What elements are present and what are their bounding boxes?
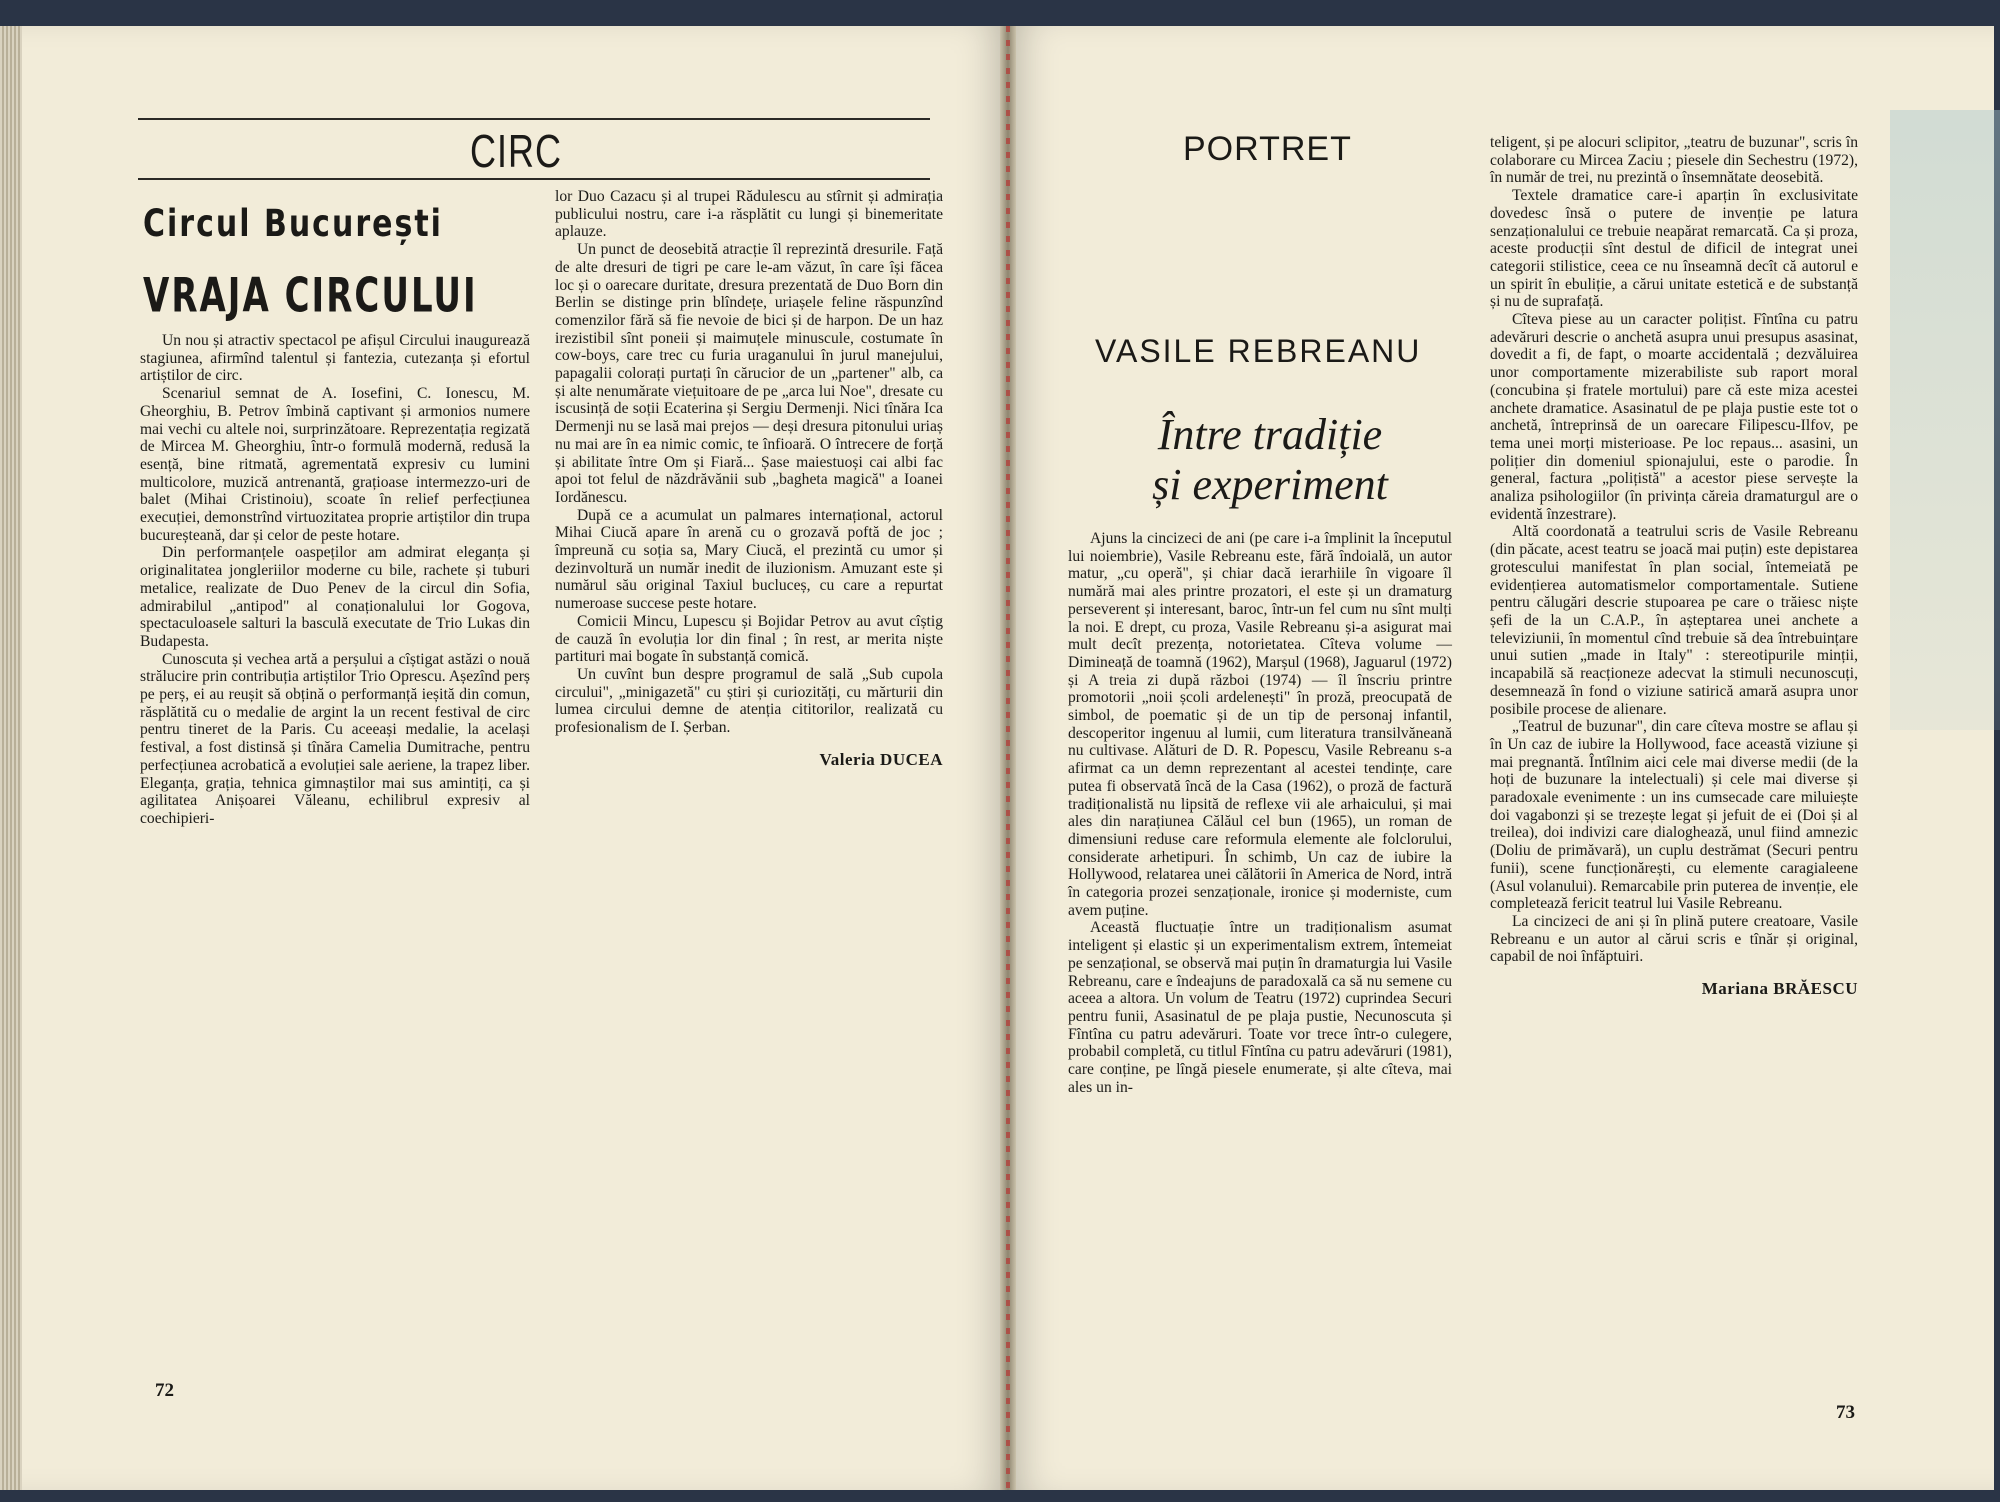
paragraph: Scenariul semnat de A. Iosefini, C. Ionescu, M. Gheorghiu, B. Petrov îmbină captivant și armonios numere mai vechi cu altele noi, surprinzătoare. Reprezentația regizată de Mircea M. Gheorghiu, într-o formulă modernă, redusă la esență, bine ritmată, agrementată expresiv cu lumini multicolore, muzică antrenantă, grațioase intermezzo-uri de balet (Mihai Cristinoiu), scoate în relief perfecțiunea execuției, demonstrînd virtuozitatea proprie artiștilor din trupa bucureșteană, dar și celor de peste hotare. [140, 385, 530, 544]
paragraph: Ajuns la cincizeci de ani (pe care i-a împlinit la începutul lui noiembrie), Vasile Rebreanu este, fără îndoială, un autor matur, „cu operă", și chiar dacă ierarhiile în vigoare îl numără mai ales printre prozatori, el este și un dramaturg perseverent și interesant, baroc, într-un fel cum nu sînt mulți la noi. E drept, cu proza, Vasile Rebreanu și-a asigurat mai mult decît prezența, notorietatea. Cîteva volume — Dimineață de toamnă (1962), Marșul (1968), Jaguarul (1972) și A treia zi după război (1974) — îl înscriu printre promotorii „noii școli ardelenești" în proză, preocupată de simbol, de poematic și de un tip de personaj infantil, descoperitor ingenuu al lumii, cum literatura transilvăneană nu cultivase. Alături de D. R. Popescu, Vasile Rebreanu s-a afirmat ca un demn reprezentant al acestei tendințe, care putea fi observată încă de la Casa (1962), o proză de factură tradiționalistă nu lipsită de reflexe vii ale arhaicului, și mai ales din narațiunea Călăul cel bun (1965), un roman de dimensiuni reduse care reformula elemente ale folclorului, considerate arhetipuri. În schimb, Un caz de iubire la Hollywood, relatarea unei călătorii în America de Nord, intră în categoria prozei senzaționale, ironice și moderniste, cum avem puține. [1068, 530, 1452, 919]
section-title-circ: CIRC [470, 124, 562, 178]
paragraph: Comicii Mincu, Lupescu și Bojidar Petrov au avut cîștig de cauză în evoluția lor din final ; în rest, ar merita niște partituri mai bogate în substanță comică. [555, 612, 943, 666]
paragraph: Din performanțele oaspeților am admirat eleganța și originalitatea jongleriilor moderne cu bile, rachete și tuburi metalice, realizate de Duo Penev de la circul din Sofia, admirabilul „antipod" al conaționalului lor Gogova, spectaculoasele salturi la basculă executate de Trio Lukas din Budapesta. [140, 544, 530, 650]
page-edges [0, 26, 22, 1490]
paragraph: Altă coordonată a teatrului scris de Vasile Rebreanu (din păcate, acest teatru se joacă mai puțin) este depistarea grotescului manifestat în plan social, întemeiată pe evidențierea automatismelor comportamentale. Sutiene pentru călugări descrie stupoarea pe care o trăiesc niște șefi de la un C.A.P., în așteptarea unei anchete a televiziunii, în momentul cînd trebuie să dea întrebuințare unui sutien „made in Italy" : stereotipurile minții, incapabilă să reacționeze adecvat la stimuli necunoscuți, desemnează în fond o viziune satirică amară asupra unor posibile procese de alienare. [1490, 523, 1858, 718]
paragraph: Un cuvînt bun despre programul de sală „Sub cupola circului", „minigazetă" cu știri și curiozități, cu mărturii din lumea circului demne de atenția cititorilor, realizată cu profesionalism de I. Șerban. [555, 665, 943, 737]
article-author: Valeria DUCEA [819, 749, 943, 769]
paragraph: Această fluctuație între un tradiționalism asumat inteligent și elastic și un experimentalism extrem, întemeiat pe senzațional, se observă mai puțin în dramaturgia lui Vasile Rebreanu, care e îndeajuns de paradoxală ca să nu semene cu aceea a altora. Un volum de Teatru (1972) cuprindea Securi pentru funii, Asasinatul de pe plaja pustie, Necunoscuta și Fîntîna cu patru adevăruri. Toate vor trece într-o culegere, probabil completă, cu titlul Fîntîna cu patru adevăruri (1981), care conține, pe lîngă piesele enumerate, și alte cîteva, mai ales un in- [1068, 919, 1452, 1096]
paragraph: Un nou și atractiv spectacol pe afișul Circului inaugurează stagiunea, afirmînd talentul și fantezia, cutezanța și efortul artiștilor de circ. [140, 332, 530, 385]
right-column-1 [1068, 530, 1452, 1097]
right-column-2 [1490, 134, 1858, 998]
paragraph: Cunoscuta și vechea artă a perșului a cîștigat astăzi o nouă strălucire prin contribuția artiștilor Trio Oprescu. Așezînd perș pe perș, ei au reușit să obțină o performanță ieșită din comun, răsplătită cu o medalie de argint la un recent festival de circ pentru tineret de la Paris. Cu aceeași medalie, la același festival, a fost distinsă și tînăra Camelia Dumitrache, pentru perfecțiunea acrobatică a evoluției sale aeriene, la trapez liber. Eleganța, grația, tehnica gimnaștilor mai sus amintiți, ca și agilitatea Anișoarei Văleanu, echilibrul expresiv al coechipieri- [140, 650, 530, 827]
article-subtitle [1080, 410, 1460, 510]
subtitle-line-2: și experiment [1152, 460, 1388, 509]
paragraph: Cîteva piese au un caracter polițist. Fîntîna cu patru adevăruri descrie o anchetă asupra unui presupus asasinat, dovedit a fi, de fapt, o moarte accidentală ; dezvăluirea unor comportamente mizerabiliste sub raport moral (concubina și fratele mortului) pare că este miza acestei anchete dramatice. Asasinatul de pe plaja pustie este tot o anchetă, întreprinsă de un oarecare Filipescu-Ilfov, pe tema unei morți misterioase. Pe loc repaus... asasini, un polițier din domeniul spionajului, este o parodie. În general, factura „polițistă" a acestor piese servește la analiza psihologiilor (în privința căreia dramaturgul are o evidentă înzestrare). [1490, 311, 1858, 523]
paragraph: Un punct de deosebită atracție îl reprezintă dresurile. Față de alte dresuri de tigri pe care le-am văzut, în care își făcea loc și o oarecare duritate, dresura prezentată de Duo Born din Berlin se distinge prin blîndețe, uriașele feline răspunzînd comenzilor fără să fie nevoie de bici și de harpon. De un haz irezistibil sînt poneii și maimuțele minuscule, costumate în cow-boys, care trec cu furia uraganului în jurul manejului, papagalii colorați purtați în cărucior de un „partener" alb, ca și alte nenumărate viețuitoare de pe „arca lui Noe", dresate cu iscusință de soții Ecaterina și Sergiu Dermenji. Nici tînăra Ica Dermenji nu se lasă mai prejos — deși dresura pitonului uriaș nu mai are în ea nimic comic, te înfioară. O întrecere de forță și abilitate între Om și Fiară... Șase maiestuoși cai albi fac apoi tot felul de năzdrăvănii sub „bagheta magică" a Ioanei Iordănescu. [555, 241, 943, 506]
paragraph: După ce a acumulat un palmares internațional, actorul Mihai Ciucă apare în arenă cu o grozavă poftă de joc ; împreună cu soția sa, Mary Ciucă, el prezintă cu umor și dezinvoltură un număr inedit de iluzionism. Amuzant este și numărul său original Taxiul bucluceș, cu care a repurtat numeroase succese peste hotare. [555, 506, 943, 613]
section-title-portret: PORTRET [1183, 130, 1352, 168]
page-number-right: 73 [1836, 1402, 1855, 1423]
article-kicker: Circul București [143, 202, 443, 246]
subtitle-line-1: Între tradiție [1157, 410, 1383, 459]
page-number-left: 72 [155, 1380, 174, 1401]
section-rule-left [138, 178, 930, 180]
top-rule-left [138, 118, 930, 120]
article-headline: VRAJA CIRCULUI [143, 268, 478, 324]
left-column-1 [140, 332, 530, 828]
paragraph: lor Duo Cazacu și al trupei Rădulescu au stîrnit și admirația publicului nostru, care i-a răsplătit cu lungi și binemeritate aplauze. [555, 188, 943, 241]
article-author: Mariana BRĂESCU [1701, 979, 1858, 999]
paragraph: teligent, și pe alocuri sclipitor, „teatru de buzunar", scris în colaborare cu Mircea Zaciu ; piesele din Sechestru (1972), în număr de trei, nu prezintă o însemnătate deosebită. [1490, 134, 1858, 187]
paragraph: „Teatrul de buzunar", din care cîteva mostre se aflau și în Un caz de iubire la Hollywood, face această viziune și mai pregnantă. Întîlnim aici cele mai diverse medii (de la hoți de buzunare la intelectuali) și cele mai diverse și paradoxale evenimente : un ins cumsecade care miluiește doi vagabonzi și se trezește legat și jefuit de ei (Doi și al treilea), doi indivizi care dialoghează, unul fiind amnezic (Doliu de primăvară), un cuplu destrămat (Securi pentru funii), scene funcționărești, cu elemente caragialeene (Asul volanului). Remarcabile prin puterea de invenție, ele completează fericit teatrul lui Vasile Rebreanu. [1490, 718, 1858, 913]
left-column-2 [555, 188, 943, 769]
portrait-name: VASILE REBREANU [1095, 333, 1422, 369]
paragraph: Textele dramatice care-i aparțin în exclusivitate dovedesc însă o putere de invenție pe latura senzaționalului ce trebuie neapărat remarcată. Ca și proza, aceste producții sînt destul de dificil de integrat unei categorii stilistice, ceea ce nu înseamnă decît că autorul e un spirit în ebuliție, a cărui unitate estetică e de substanță și nu de suprafață. [1490, 187, 1858, 311]
facing-page-bleed [1890, 110, 2000, 730]
paragraph: La cincizeci de ani și în plină putere creatoare, Vasile Rebreanu e un autor al cărui scris e tînăr și original, capabil de noi înfăptuiri. [1490, 912, 1858, 966]
binding-thread [1006, 26, 1010, 1490]
